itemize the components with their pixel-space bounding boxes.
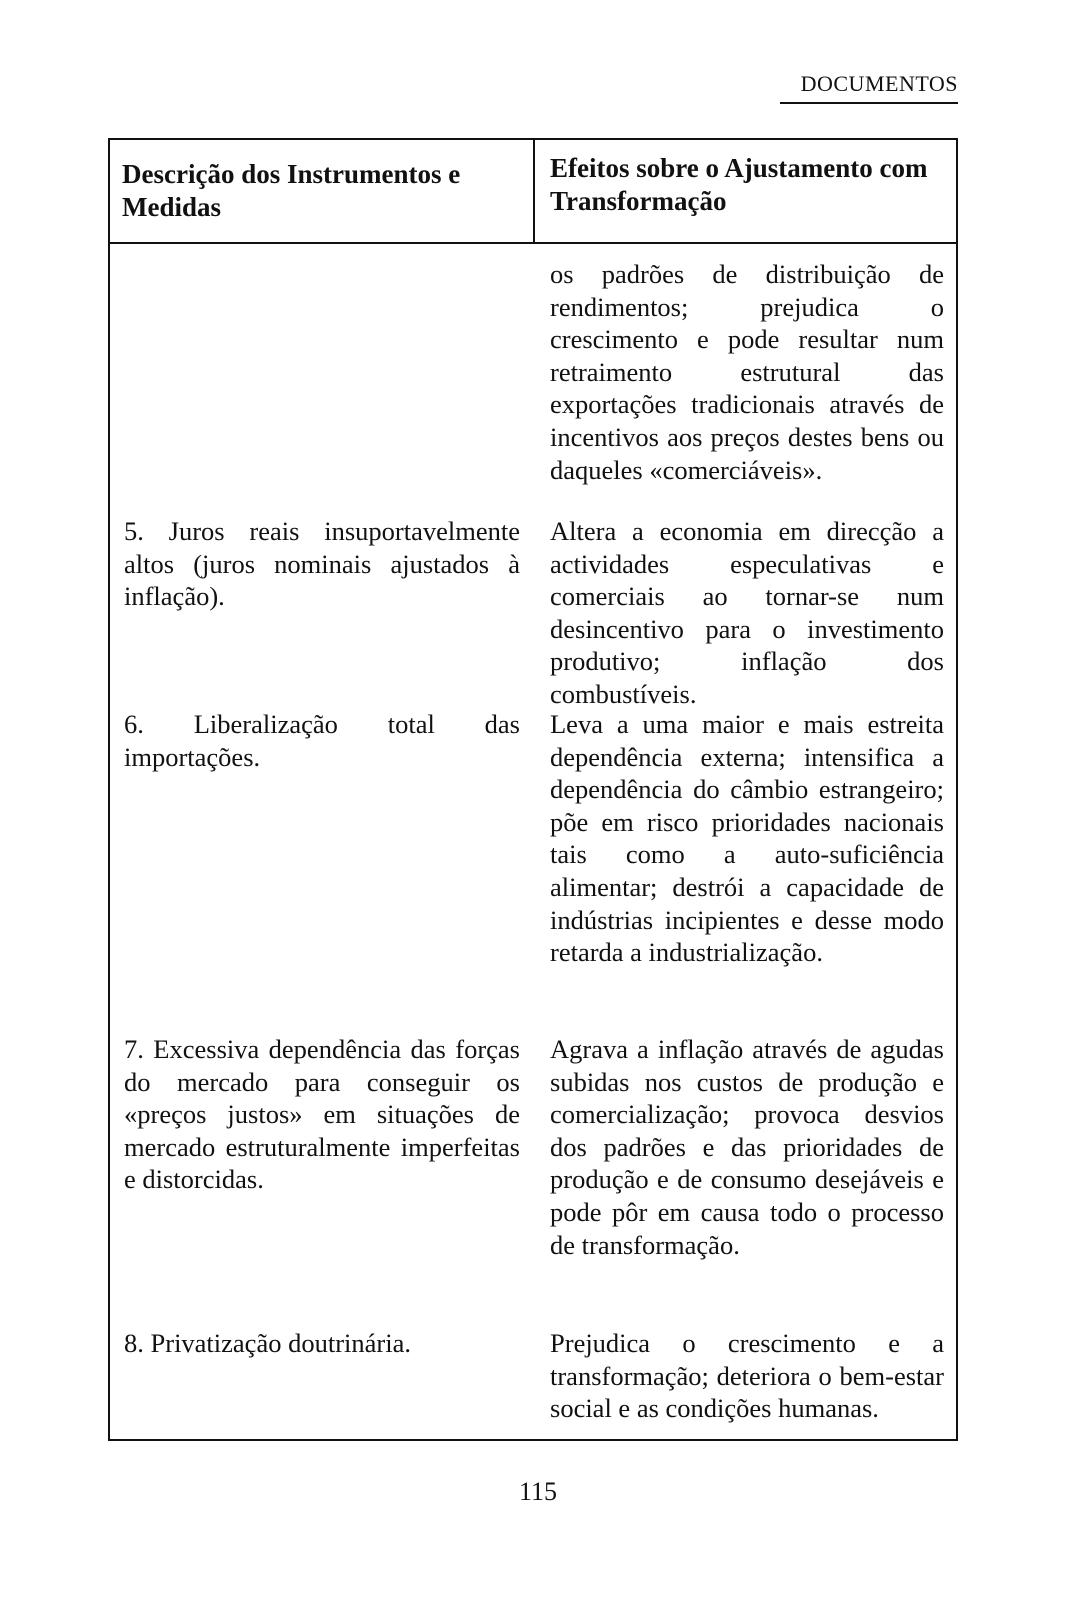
column-header-effects: Efeitos sobre o Ajustamento com Transformação — [550, 153, 928, 216]
running-head-rule — [780, 102, 958, 104]
table-row-effect: os padrões de distribuição de rendimentos; prejudica o crescimento e pode resultar num retraimento estrutural das exportações tradicionais através de incentivos aos preços destes bens ou daqueles «comerciáveis». — [550, 259, 944, 485]
table-row-instrument: 5. Juros reais insuportavelmente altos (juros nominais ajustados à inflação). — [124, 516, 520, 612]
table-row-effect: Prejudica o crescimento e a transformação; deteriora o bem-estar social e as condições humanas. — [550, 1328, 944, 1424]
page-number: 115 — [518, 1477, 558, 1506]
table-row-effect: Altera a economia em direcção a actividades especulativas e comerciais ao tornar-se num desincentivo para o investimento produtivo; inflação dos combustíveis. — [550, 516, 944, 709]
table-row-instrument: 6. Liberalização total das importações. — [124, 709, 520, 772]
table-header-row — [110, 140, 956, 244]
table-row-effect: Agrava a inflação através de agudas subidas nos custos de produção e comercialização; provoca desvios dos padrões e das prioridades de produção e de consumo desejáveis e pode pôr em causa todo o processo de transformação. — [550, 1034, 944, 1260]
running-head: DOCUMENTOS — [800, 71, 958, 96]
column-header-instruments: Descrição dos Instrumentos e Medidas — [122, 159, 461, 222]
table-row-instrument: 8. Privatização doutrinária. — [124, 1328, 411, 1358]
table-row-instrument: 7. Excessiva dependência das forças do mercado para conseguir os «preços justos» em situações de mercado estruturalmente imperfeitas e distorcidas. — [124, 1034, 520, 1195]
header-column-divider — [533, 140, 535, 244]
measures-table — [108, 138, 958, 1441]
table-row-effect: Leva a uma maior e mais estreita dependência externa; intensifica a dependência do câmbio estrangeiro; põe em risco prioridades nacionais tais como a auto-suficiência alimentar; destrói a capacidade de indústrias incipientes e desse modo retarda a industrialização. — [550, 709, 944, 968]
